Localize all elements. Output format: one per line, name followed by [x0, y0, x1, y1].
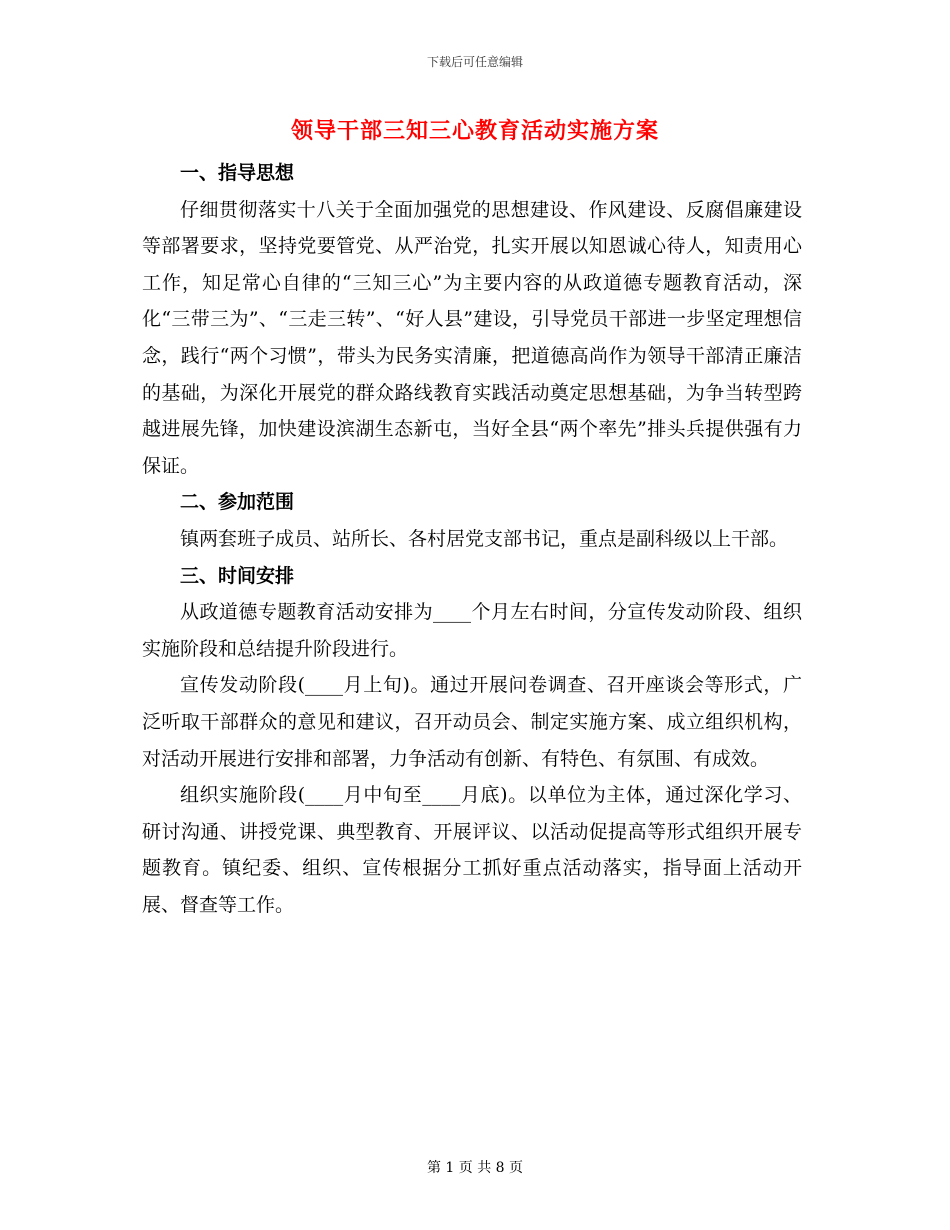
document-body — [142, 155, 802, 923]
document-title: 领导干部三知三心教育活动实施方案 — [290, 118, 659, 144]
paragraph: 宣传发动阶段(____月上旬)。通过开展问卷调查、召开座谈会等形式，广泛听取干部群众的意见和建议，召开动员会、制定实施方案、成立组织机构，对活动开展进行安排和部署，力争活动有创新、有特色、有氛围、有成效。 — [142, 674, 802, 770]
paragraph: 镇两套班子成员、站所长、各村居党支部书记，重点是副科级以上干部。 — [180, 527, 789, 550]
section-heading-guiding-thought: 一、指导思想 — [180, 162, 295, 184]
paragraph: 仔细贯彻落实十八关于全面加强党的思想建设、作风建设、反腐倡廉建设等部署要求，坚持党要管党、从严治党，扎实开展以知恩诚心待人，知责用心工作，知足常心自律的“三知三心”为主要内容的从政道德专题教育活动，深化“三带三为”、“三走三转”、“好人县”建设，引导党员干部进一步坚定理想信念，践行“两个习惯”，带头为民务实清廉，把道德高尚作为领导干部清正廉洁的基础，为深化开展党的群众路线教育实践活动奠定思想基础，为争当转型跨越进展先锋，加快建设滨湖生态新屯，当好全县“两个率先”排头兵提供强有力保证。 — [142, 198, 802, 477]
section-heading-schedule: 三、时间安排 — [180, 564, 295, 587]
header-note: 下载后可任意编辑 — [426, 55, 523, 69]
paragraph: 从政道德专题教育活动安排为____个月左右时间，分宣传发动阶段、组织实施阶段和总结提升阶段进行。 — [142, 601, 802, 660]
section-heading-scope: 二、参加范围 — [180, 491, 295, 514]
page-number-footer: 第 1 页 共 8 页 — [426, 1160, 524, 1176]
paragraph: 组织实施阶段(____月中旬至____月底)。以单位为主体，通过深化学习、研讨沟通、讲授党课、典型教育、开展评议、以活动促提高等形式组织开展专题教育。镇纪委、组织、宣传根据分工抓好重点活动落实，指导面上活动开展、督查等工作。 — [142, 784, 802, 916]
